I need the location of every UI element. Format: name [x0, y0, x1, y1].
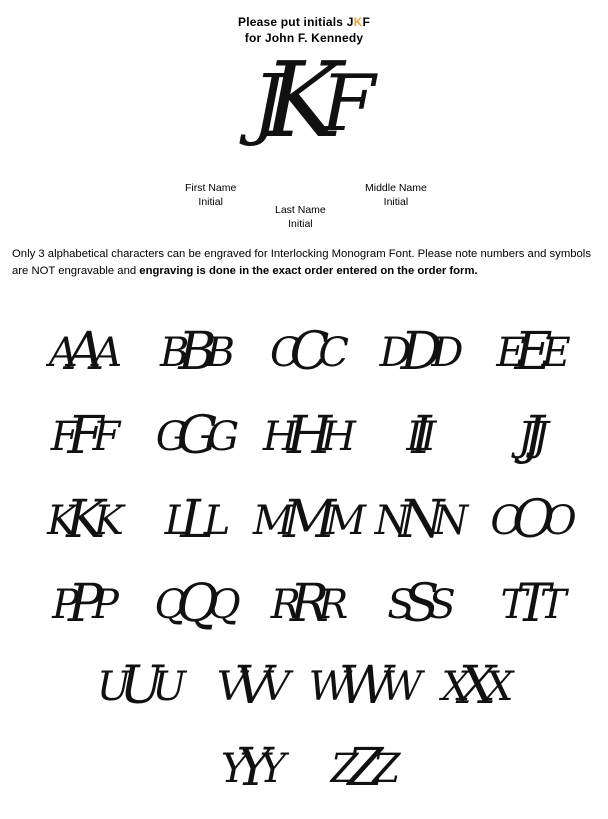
- callout-middle-line2: Initial: [383, 196, 409, 209]
- alphabet-row: [18, 294, 590, 383]
- mono-right: T: [539, 582, 556, 629]
- sample-right-letter: F: [321, 59, 356, 150]
- mono-mid: D: [400, 322, 432, 383]
- mono-mid: M: [282, 490, 326, 551]
- monogram-cell-n: [360, 490, 472, 551]
- monogram-cell-p: [24, 574, 136, 635]
- monogram-cell-a: [24, 322, 136, 383]
- monogram-cell-y: [192, 738, 304, 799]
- monogram-graphic: [270, 574, 338, 635]
- mono-mid: S: [403, 574, 429, 635]
- mono-right: K: [93, 498, 113, 545]
- mono-mid: V: [234, 656, 262, 717]
- mono-left: H: [262, 414, 287, 461]
- monogram-graphic: [374, 490, 458, 551]
- instruction-line-2: for John F. Kennedy: [244, 31, 364, 46]
- mono-right: Y: [259, 746, 276, 793]
- monogram-cell-c: [248, 322, 360, 383]
- mono-left: O: [490, 498, 513, 545]
- mono-mid: F: [67, 406, 93, 467]
- monogram-graphic: [406, 406, 426, 467]
- mono-right: C: [318, 330, 338, 377]
- mono-right: V: [261, 664, 280, 711]
- mono-right: R: [318, 582, 338, 629]
- mono-mid: X: [458, 656, 486, 717]
- monogram-cell-g: [136, 406, 248, 467]
- mono-right: I: [420, 414, 426, 461]
- instruction-line-1: [0, 14, 608, 30]
- mono-mid: T: [516, 574, 540, 635]
- engraving-notice: [12, 246, 596, 280]
- mono-left: F: [50, 414, 68, 461]
- mono-left: G: [155, 414, 177, 461]
- mono-right: U: [152, 664, 176, 711]
- mono-mid: H: [286, 406, 322, 467]
- mono-left: K: [47, 498, 67, 545]
- mono-mid: A: [66, 322, 94, 383]
- mono-mid: Y: [236, 738, 260, 799]
- callout-first-name: [185, 182, 236, 209]
- mono-mid: O: [512, 490, 544, 551]
- monogram-graphic: [96, 656, 176, 717]
- monogram-graphic: [490, 490, 566, 551]
- initial-middle-highlighted: K: [353, 15, 363, 29]
- mono-left: I: [406, 414, 412, 461]
- callout-last-name: [275, 204, 326, 231]
- monogram-cell-w: [304, 656, 416, 717]
- mono-left: Z: [330, 746, 348, 793]
- alphabet-row: [18, 712, 590, 799]
- mono-mid: G: [176, 406, 208, 467]
- monogram-graphic: [52, 574, 108, 635]
- mono-mid: J: [523, 406, 533, 467]
- monogram-graphic: [47, 490, 113, 551]
- mono-mid: K: [66, 490, 94, 551]
- monogram-graphic: [330, 738, 390, 799]
- monogram-cell-h: [248, 406, 360, 467]
- initial-last: F: [362, 15, 370, 29]
- mono-left: P: [52, 582, 68, 629]
- instruction-prefix: Please put initials: [238, 15, 347, 29]
- mono-left: N: [374, 498, 399, 545]
- sample-middle-letter: K: [263, 39, 322, 162]
- monogram-cell-d: [360, 322, 472, 383]
- monogram-cell-o: [472, 490, 584, 551]
- notice-text-regular: Only 3 alphabetical characters can be engraved for Interlocking Monogram Font. Please note numbers and symbols are NOT engravable and: [12, 248, 591, 278]
- mono-mid: C: [289, 322, 319, 383]
- mono-left: R: [270, 582, 290, 629]
- initial-first: J: [346, 15, 354, 29]
- mono-mid: W: [338, 656, 382, 717]
- monogram-cell-b: [136, 322, 248, 383]
- monogram-graphic: [48, 322, 112, 383]
- monogram-graphic: [379, 322, 453, 383]
- monogram-cell-s: [360, 574, 472, 635]
- mono-right: P: [92, 582, 108, 629]
- mono-right: B: [205, 330, 225, 377]
- monogram-graphic: [496, 322, 560, 383]
- monogram-graphic: [164, 490, 220, 551]
- mono-right: G: [207, 414, 229, 461]
- alphabet-grid: [0, 294, 608, 799]
- monogram-cell-x: [416, 656, 528, 717]
- mono-left: X: [441, 664, 459, 711]
- mono-right: E: [541, 330, 560, 377]
- mono-mid: I: [411, 406, 421, 467]
- alphabet-row: [18, 546, 590, 635]
- monogram-cell-l: [136, 490, 248, 551]
- monogram-graphic: [269, 322, 338, 383]
- monogram-graphic: [441, 656, 503, 717]
- monogram-graphic: [50, 406, 110, 467]
- monogram-cell-t: [472, 574, 584, 635]
- monogram-graphic: [387, 574, 445, 635]
- mono-mid: Z: [347, 738, 373, 799]
- monogram-graphic: [159, 322, 225, 383]
- mono-mid: N: [398, 490, 434, 551]
- monogram-cell-m: [248, 490, 360, 551]
- mono-left: M: [252, 498, 283, 545]
- mono-left: U: [96, 664, 120, 711]
- mono-left: V: [216, 664, 235, 711]
- alphabet-row: [18, 378, 590, 467]
- monogram-cell-e: [472, 322, 584, 383]
- mono-right: Q: [207, 582, 230, 629]
- mono-right: H: [321, 414, 346, 461]
- monogram-cell-r: [248, 574, 360, 635]
- mono-right: F: [92, 414, 110, 461]
- monogram-graphic: [155, 406, 229, 467]
- callout-first-line2: Initial: [198, 196, 223, 209]
- monogram-cell-u: [80, 656, 192, 717]
- callout-middle-name: [365, 182, 427, 209]
- monogram-graphic: [500, 574, 556, 635]
- monogram-cell-z: [304, 738, 416, 799]
- mono-left: D: [379, 330, 401, 377]
- mono-mid: P: [68, 574, 92, 635]
- mono-right: A: [93, 330, 112, 377]
- mono-left: S: [387, 582, 404, 629]
- mono-left: A: [48, 330, 67, 377]
- monogram-cell-j: [472, 406, 584, 467]
- sample-monogram-graphic: [0, 39, 608, 162]
- mono-right: M: [325, 498, 356, 545]
- mono-mid: E: [514, 322, 542, 383]
- monogram-graphic: [308, 656, 412, 717]
- callout-middle-line1: Middle Name: [365, 182, 427, 195]
- monogram-graphic: [262, 406, 346, 467]
- mono-right: Z: [372, 746, 390, 793]
- mono-left: W: [308, 664, 339, 711]
- mono-right: N: [433, 498, 458, 545]
- mono-mid: R: [289, 574, 319, 635]
- callout-last-line2: Initial: [288, 218, 313, 231]
- monogram-cell-i: [360, 406, 472, 467]
- mono-right: L: [203, 498, 220, 545]
- mono-mid: L: [180, 490, 204, 551]
- mono-right: J: [532, 414, 538, 461]
- mono-mid: B: [178, 322, 206, 383]
- mono-right: D: [431, 330, 453, 377]
- mono-right: X: [485, 664, 503, 711]
- monogram-cell-f: [24, 406, 136, 467]
- mono-mid: U: [119, 656, 153, 717]
- mono-left: Q: [154, 582, 177, 629]
- sample-left-letter: J: [252, 59, 264, 150]
- mono-left: E: [496, 330, 515, 377]
- monogram-graphic: [252, 490, 356, 551]
- mono-right: S: [428, 582, 445, 629]
- mono-right: O: [543, 498, 566, 545]
- mono-left: B: [159, 330, 179, 377]
- mono-right: W: [381, 664, 412, 711]
- notice-text-bold: engraving is done in the exact order entered on the order form.: [139, 265, 478, 278]
- alphabet-row: [18, 462, 590, 551]
- mono-left: L: [164, 498, 181, 545]
- monogram-graphic: [154, 574, 230, 635]
- callout-labels: [0, 182, 608, 234]
- monogram-graphic: [220, 738, 276, 799]
- mono-left: C: [269, 330, 290, 377]
- mono-left: Y: [220, 746, 237, 793]
- monogram-cell-q: [136, 574, 248, 635]
- sample-monogram-area: [0, 39, 608, 182]
- monogram-cell-v: [192, 656, 304, 717]
- mono-left: T: [500, 582, 517, 629]
- mono-mid: Q: [176, 574, 208, 635]
- callout-first-line1: First Name: [185, 182, 237, 195]
- monogram-cell-k: [24, 490, 136, 551]
- alphabet-row: [18, 630, 590, 717]
- monogram-graphic: [518, 406, 538, 467]
- monogram-graphic: [216, 656, 280, 717]
- callout-last-line1: Last Name: [275, 204, 326, 217]
- mono-left: J: [518, 414, 524, 461]
